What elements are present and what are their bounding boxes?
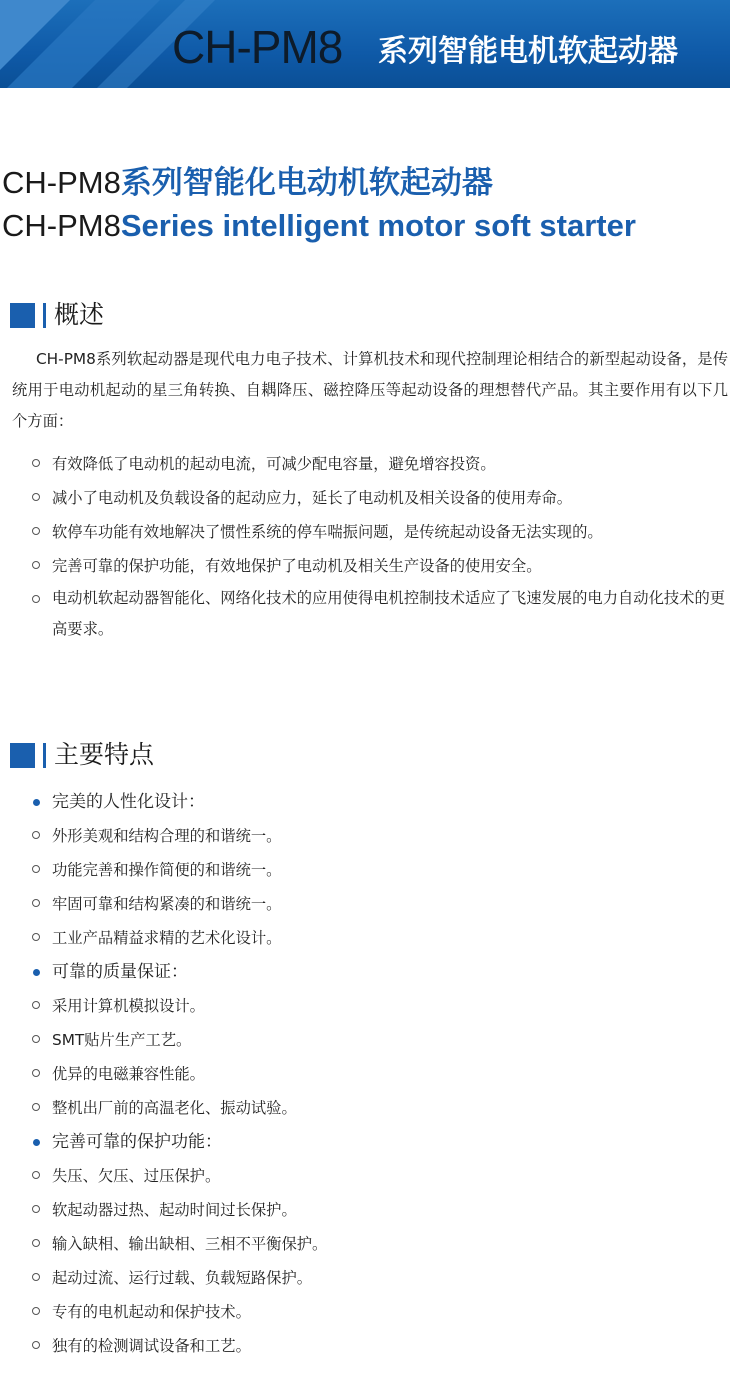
list-item: 减小了电动机及负载设备的起动应力，延长了电动机及相关设备的使用寿命。 (0, 481, 730, 515)
feature-group-title: 可靠的质量保证： (0, 955, 730, 989)
title-en-text: Series intelligent motor soft starter (120, 208, 636, 243)
list-item: 独有的检测调试设备和工艺。 (0, 1329, 730, 1363)
list-item: 牢固可靠和结构紧凑的和谐统一。 (0, 887, 730, 921)
overview-label: 概述 (54, 300, 105, 329)
circle-bullet-icon (32, 1001, 40, 1009)
section-bar-icon (43, 303, 46, 328)
list-item: 整机出厂前的高温老化、振动试验。 (0, 1091, 730, 1125)
circle-bullet-icon (32, 1035, 40, 1043)
circle-bullet-icon (32, 1341, 40, 1349)
title-cn-model: CH-PM8 (2, 165, 121, 200)
circle-bullet-icon (32, 493, 40, 501)
dot-bullet-icon (33, 799, 40, 806)
dot-bullet-icon (33, 1139, 40, 1146)
list-item: 外形美观和结构合理的和谐统一。 (0, 819, 730, 853)
title-en-model: CH-PM8 (2, 208, 121, 243)
section-square-icon (10, 743, 35, 768)
circle-bullet-icon (32, 1239, 40, 1247)
circle-bullet-icon (32, 561, 40, 569)
list-item: 输入缺相、输出缺相、三相不平衡保护。 (0, 1227, 730, 1261)
page-title-cn (2, 163, 493, 203)
circle-bullet-icon (32, 1171, 40, 1179)
circle-bullet-icon (32, 1069, 40, 1077)
list-item: 采用计算机模拟设计。 (0, 989, 730, 1023)
circle-bullet-icon (32, 1307, 40, 1315)
circle-bullet-icon (32, 899, 40, 907)
list-item: 完善可靠的保护功能，有效地保护了电动机及相关生产设备的使用安全。 (0, 549, 730, 583)
circle-bullet-icon (32, 1103, 40, 1111)
features-list (0, 785, 730, 1363)
section-square-icon (10, 303, 35, 328)
overview-paragraph: CH-PM8系列软起动器是现代电力电子技术、计算机技术和现代控制理论相结合的新型起动设备，是传统用于电动机起动的星三角转换、自耦降压、磁控降压等起动设备的理想替代产品。其主要作用有以下几个方面： (12, 350, 728, 430)
list-item: 工业产品精益求精的艺术化设计。 (0, 921, 730, 955)
list-item: 功能完善和操作简便的和谐统一。 (0, 853, 730, 887)
top-banner (0, 0, 730, 88)
circle-bullet-icon (32, 933, 40, 941)
circle-bullet-icon (32, 595, 40, 603)
list-item: 电动机软起动器智能化、网络化技术的应用使得电机控制技术适应了飞速发展的电力自动化技术的更高要求。 (0, 583, 730, 645)
list-item: 软停车功能有效地解决了惯性系统的停车喘振问题，是传统起动设备无法实现的。 (0, 515, 730, 549)
circle-bullet-icon (32, 865, 40, 873)
overview-list (0, 447, 730, 648)
features-label: 主要特点 (54, 740, 155, 769)
circle-bullet-icon (32, 459, 40, 467)
circle-bullet-icon (32, 831, 40, 839)
dot-bullet-icon (33, 969, 40, 976)
circle-bullet-icon (32, 1205, 40, 1213)
list-item: 专有的电机起动和保护技术。 (0, 1295, 730, 1329)
feature-group-title: 完善可靠的保护功能： (0, 1125, 730, 1159)
banner-model: CH-PM8 (172, 21, 343, 73)
section-bar-icon (43, 743, 46, 768)
list-item: 软起动器过热、起动时间过长保护。 (0, 1193, 730, 1227)
list-item: SMT贴片生产工艺。 (0, 1023, 730, 1057)
circle-bullet-icon (32, 1273, 40, 1281)
list-item: 失压、欠压、过压保护。 (0, 1159, 730, 1193)
title-cn-text: 系列智能化电动机软起动器 (120, 165, 493, 201)
list-item: 有效降低了电动机的起动电流，可减少配电容量，避免增容投资。 (0, 447, 730, 481)
feature-group-title: 完美的人性化设计： (0, 785, 730, 819)
page-title-en (2, 206, 636, 246)
circle-bullet-icon (32, 527, 40, 535)
list-item: 起动过流、运行过载、负载短路保护。 (0, 1261, 730, 1295)
list-item: 优异的电磁兼容性能。 (0, 1057, 730, 1091)
banner-title: 系列智能电机软起动器 (378, 34, 678, 69)
